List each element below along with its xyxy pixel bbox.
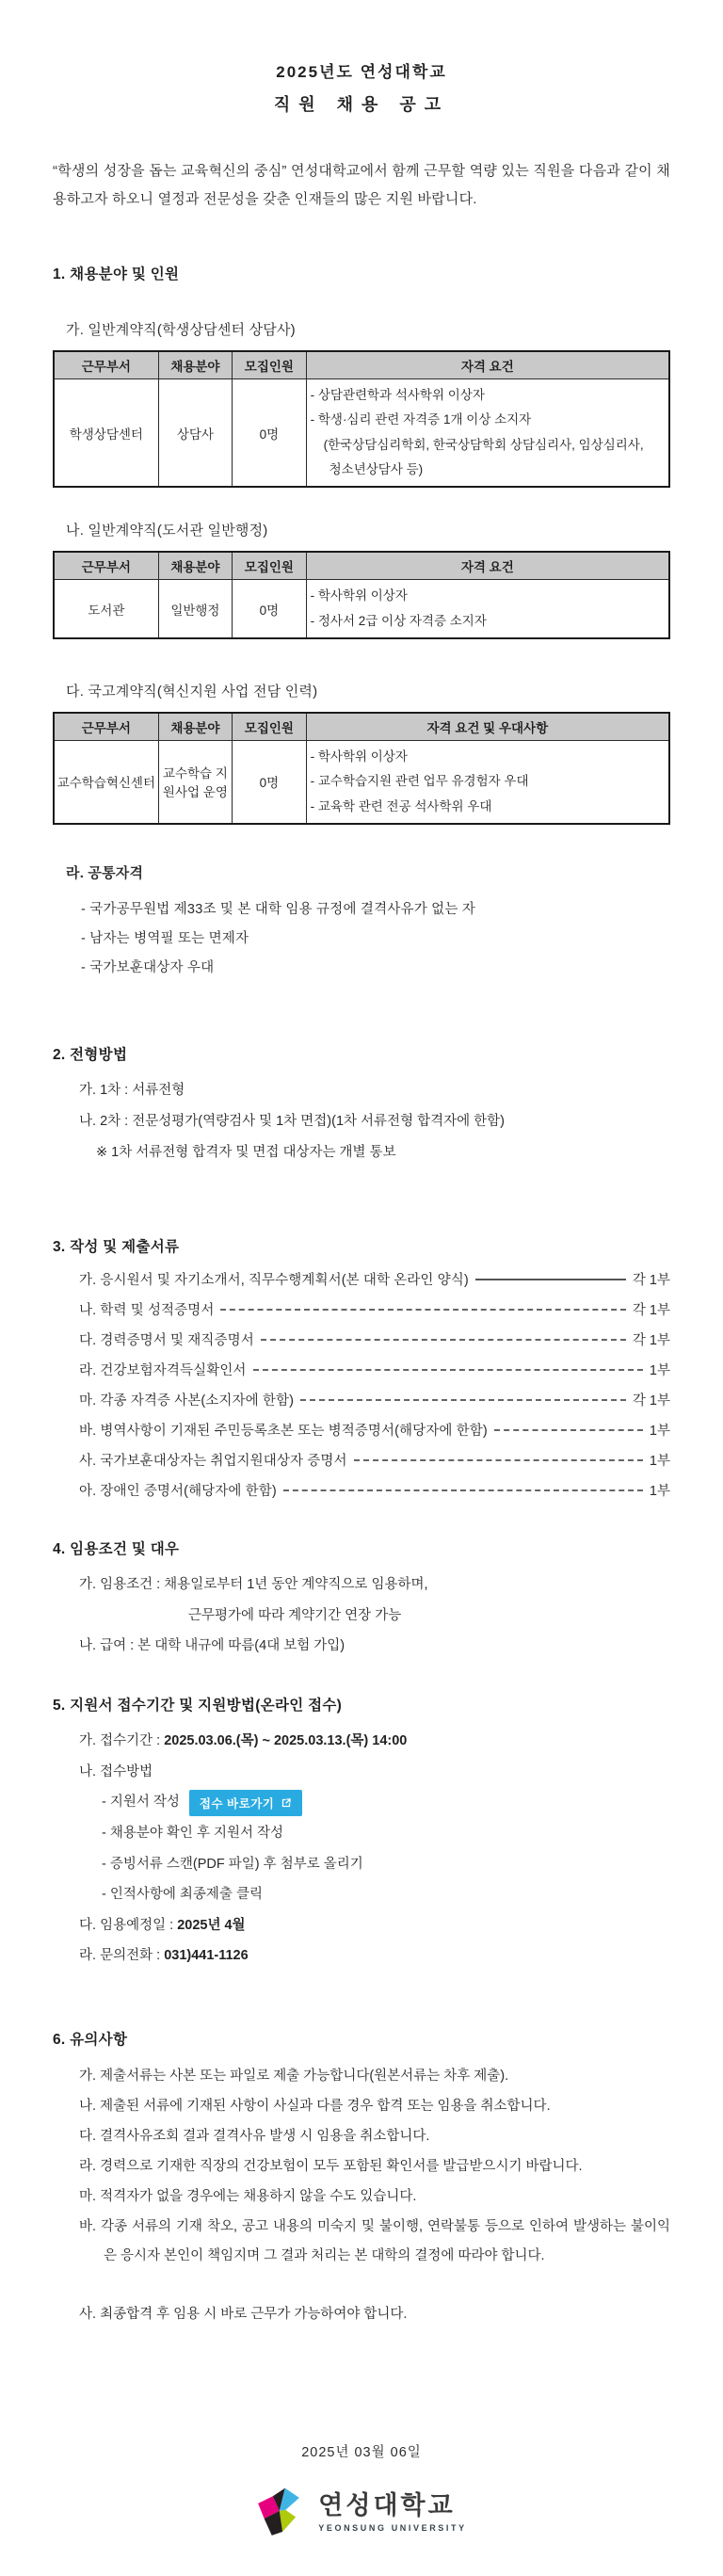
document-qty: 1부 (649, 1363, 670, 1379)
application-period-label: 가. 접수기간 : (79, 1733, 161, 1749)
document-qty: 각 1부 (632, 1303, 670, 1319)
section-notes (53, 2028, 670, 2330)
document-label: 사. 국가보훈대상자는 취업지원대상자 증명서 (79, 1454, 347, 1470)
subsection-a-heading: 가. 일반계약직(학생상담센터 상담사) (66, 322, 296, 338)
col-header-department: 근무부서 (54, 552, 158, 580)
document-label: 나. 학력 및 성적증명서 (79, 1303, 215, 1319)
list-item: 나. 급여 : 본 대학 내규에 따름(4대 보험 가입) (79, 1638, 345, 1654)
document-row (79, 1420, 670, 1440)
title-year-university: 2025년도 연성대학교 (276, 63, 447, 81)
cell-requirements (306, 740, 669, 823)
note-item: 라. 경력으로 기재한 직장의 건강보험이 모두 포함된 확인서를 발급받으시기 바랍니다. (79, 2158, 583, 2174)
apply-step-label: - 지원서 작성 (102, 1795, 180, 1811)
cell-headcount: 0명 (233, 740, 306, 823)
document-label: 아. 장애인 증명서(해당자에 한함) (79, 1484, 277, 1500)
list-item: 가. 1차 : 서류전형 (79, 1083, 185, 1099)
document-label: 가. 응시원서 및 자기소개서, 직무수행계획서(본 대학 온라인 양식) (79, 1273, 469, 1289)
document-qty: 각 1부 (632, 1393, 670, 1409)
leader-line (475, 1279, 626, 1280)
table-innovation-center (53, 712, 670, 825)
document-qty: 1부 (649, 1424, 670, 1440)
application-period-value: 2025.03.06.(목) ~ 2025.03.13.(목) 14:00 (164, 1733, 408, 1749)
appointment-date-label: 다. 임용예정일 : (79, 1917, 174, 1933)
document-qty: 1부 (649, 1484, 670, 1500)
leader-line (354, 1459, 643, 1461)
logo-university-name: 연성대학교 (318, 2490, 456, 2520)
document-label: 마. 각종 자격증 사본(소지자에 한함) (79, 1393, 294, 1409)
cell-field: 일반행정 (158, 580, 232, 638)
subsection-c-heading: 다. 국고계약직(혁신지원 사업 전담 인력) (66, 683, 318, 700)
subsection-d-heading: 라. 공통자격 (66, 864, 144, 881)
cell-department: 학생상담센터 (54, 379, 158, 488)
appointment-date-value: 2025년 4월 (177, 1917, 246, 1933)
note-item: 가. 제출서류는 사본 또는 파일로 제출 가능합니다(원본서류는 차후 제출). (79, 2069, 509, 2085)
list-item: - 국가공무원법 제33조 및 본 대학 임용 규정에 결격사유가 없는 자 (81, 901, 476, 917)
table-header-row (54, 713, 669, 741)
list-item: - 남자는 병역필 또는 면제자 (81, 930, 249, 946)
document-row (79, 1360, 670, 1379)
apply-step: - 증빙서류 스캔(PDF 파일) 후 첨부로 올리기 (102, 1856, 363, 1872)
requirement-line: - 상담관련학과 석사학위 이상자 (310, 388, 485, 402)
col-header-headcount: 모집인원 (233, 351, 306, 379)
leader-line (261, 1339, 626, 1341)
section-application (53, 1694, 670, 1972)
document-qty: 1부 (649, 1454, 670, 1470)
document-row (79, 1299, 670, 1319)
col-header-field: 채용분야 (158, 351, 232, 379)
university-logo-icon (256, 2486, 307, 2538)
requirement-line: - 정사서 2급 이상 자격증 소지자 (310, 613, 487, 628)
announcement-date: 2025년 03월 06일 (301, 2445, 422, 2461)
application-lines (79, 1726, 670, 1972)
document-title (53, 58, 670, 116)
cell-department: 도서관 (54, 580, 158, 638)
apply-step-write (102, 1787, 670, 1818)
apply-step: - 인적사항에 최종제출 클릭 (102, 1887, 263, 1903)
document-row (79, 1390, 670, 1409)
section2-heading: 2. 전형방법 (53, 1047, 128, 1064)
requirement-line: - 학사학위 이상자 (310, 749, 408, 764)
table-row (54, 379, 669, 488)
leader-line (253, 1369, 643, 1371)
apply-step: - 채용분야 확인 후 지원서 작성 (102, 1825, 284, 1841)
contact-phone-value: 031)441-1126 (164, 1948, 249, 1964)
table-row (54, 580, 669, 638)
cell-requirements (306, 379, 669, 488)
application-method-label: 나. 접수방법 (79, 1763, 153, 1779)
leader-line (283, 1489, 643, 1491)
col-header-field: 채용분야 (158, 552, 232, 580)
note-item: 마. 적격자가 없을 경우에는 채용하지 않을 수도 있습니다. (79, 2188, 417, 2204)
title-recruitment-notice: 직원 채용 공고 (273, 95, 450, 114)
section3-heading: 3. 작성 및 제출서류 (53, 1239, 180, 1256)
section-selection-method (53, 1043, 670, 1167)
col-header-headcount: 모집인원 (233, 713, 306, 741)
col-header-department: 근무부서 (54, 713, 158, 741)
col-header-requirements: 자격 요건 (306, 351, 669, 379)
list-item: 가. 임용조건 : 채용일로부터 1년 동안 계약직으로 임용하며, (79, 1577, 428, 1593)
document-row (79, 1269, 670, 1289)
table-row (54, 740, 669, 823)
note-individual-notice: ※ 1차 서류전형 합격자 및 면접 대상자는 개별 통보 (96, 1144, 396, 1160)
section-employment-terms (53, 1538, 670, 1662)
cell-headcount: 0명 (233, 379, 306, 488)
note-item-last: 사. 최종합격 후 임용 시 바로 근무가 가능하여야 합니다. (79, 2307, 408, 2323)
table-counselor (53, 350, 670, 488)
col-header-requirements: 자격 요건 (306, 552, 669, 580)
requirement-line: - 교수학습지원 관련 업무 유경험자 우대 (310, 774, 529, 789)
col-header-field: 채용분야 (158, 713, 232, 741)
table-header-row (54, 552, 669, 580)
section-recruitment-fields (53, 263, 670, 983)
note-item: 바. 각종 서류의 기재 착오, 공고 내용의 미숙지 및 불이행, 연락불통 등으로 인하여 발생하는 불이익은 응시자 본인이 책임지며 그 결과 처리는 본 대학의 결정에 따라야 합니다. (79, 2218, 670, 2264)
document-row (79, 1480, 670, 1500)
cell-headcount: 0명 (233, 580, 306, 638)
logo-university-name-english: YEONSUNG UNIVERSITY (318, 2522, 467, 2533)
section4-heading: 4. 임용조건 및 대우 (53, 1541, 180, 1558)
section5-heading: 5. 지원서 접수기간 및 지원방법(온라인 접수) (53, 1698, 343, 1715)
note-item: 다. 결격사유조회 결과 결격사유 발생 시 임용을 취소합니다. (79, 2128, 430, 2144)
appointment-date-line (79, 1910, 670, 1941)
requirement-line: - 교육학 관련 전공 석사학위 우대 (310, 798, 492, 813)
note-item: 나. 제출된 서류에 기재된 사항이 사실과 다를 경우 합격 또는 임용을 취소합니다. (79, 2098, 551, 2114)
notes-list (79, 2062, 670, 2330)
application-period-line (79, 1726, 670, 1757)
leader-line (220, 1309, 625, 1311)
cell-field: 상담사 (158, 379, 232, 488)
leader-line (494, 1429, 643, 1431)
requirement-line: (한국상담심리학회, 한국상담학회 상담심리사, 임상심리사, (323, 437, 644, 452)
cell-field: 교수학습 지원사업 운영 (158, 740, 232, 823)
table-library (53, 551, 670, 639)
col-header-headcount: 모집인원 (233, 552, 306, 580)
col-header-requirements: 자격 요건 및 우대사항 (306, 713, 669, 741)
logo-text-block (318, 2492, 466, 2533)
apply-link-button[interactable] (189, 1790, 302, 1816)
external-link-icon (281, 1797, 292, 1809)
document-label: 라. 건강보험자격득실확인서 (79, 1363, 247, 1379)
requirement-line: 청소년상담사 등) (329, 461, 424, 476)
section-documents (53, 1235, 670, 1500)
document-label: 바. 병역사항이 기재된 주민등록초본 또는 병적증명서(해당자에 한함) (79, 1424, 488, 1440)
intro-paragraph: “학생의 성장을 돕는 교육혁신의 중심” 연성대학교에서 함께 근무할 역량 있는 직원을 다음과 같이 채용하고자 하오니 열정과 전문성을 갖춘 인재들의 많은 지원 바랍니다. (53, 163, 670, 207)
selection-steps (79, 1075, 670, 1167)
document-row (79, 1329, 670, 1349)
list-item-continuation: 근무평가에 따라 계약기간 연장 가능 (188, 1607, 402, 1623)
apply-link-label: 접수 바로가기 (199, 1796, 275, 1811)
document-row (79, 1450, 670, 1470)
document-label: 다. 경력증명서 및 재직증명서 (79, 1333, 254, 1349)
contact-label: 라. 문의전화 : (79, 1948, 161, 1964)
document-qty: 각 1부 (632, 1333, 670, 1349)
document-qty: 각 1부 (632, 1273, 670, 1289)
requirement-line: - 학사학위 이상자 (310, 588, 408, 604)
section1-heading: 1. 채용분야 및 인원 (53, 266, 180, 282)
document-list (79, 1269, 670, 1500)
contact-line (79, 1940, 670, 1972)
list-item: - 국가보훈대상자 우대 (81, 960, 215, 976)
list-item: 나. 2차 : 전문성평가(역량검사 및 1차 면접)(1차 서류전형 합격자에 한함) (79, 1113, 506, 1129)
university-logo (53, 2486, 670, 2538)
leader-line (300, 1399, 626, 1401)
table-header-row (54, 351, 669, 379)
section6-heading: 6. 유의사항 (53, 2032, 128, 2049)
col-header-department: 근무부서 (54, 351, 158, 379)
cell-requirements (306, 580, 669, 638)
cell-department: 교수학습혁신센터 (54, 740, 158, 823)
employment-terms-lines (79, 1570, 670, 1662)
subsection-b-heading: 나. 일반계약직(도서관 일반행정) (66, 523, 268, 539)
common-qualifications-list (81, 895, 670, 984)
requirement-line: - 학생·심리 관련 자격증 1개 이상 소지자 (310, 412, 532, 427)
